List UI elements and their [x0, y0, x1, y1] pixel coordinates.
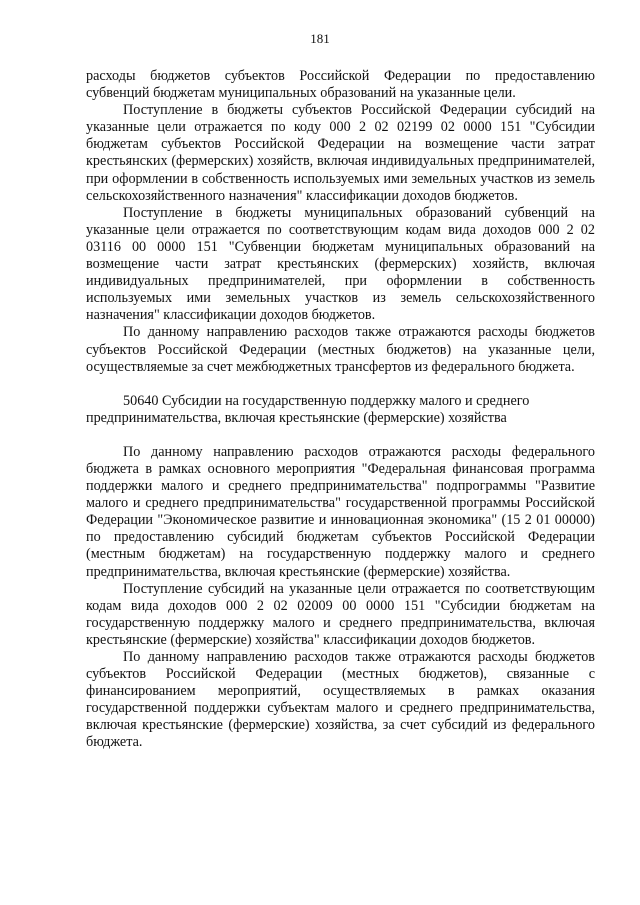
section-gap	[86, 427, 595, 444]
paragraph-continuation: расходы бюджетов субъектов Российской Федерации по предоставлению субвенций бюджетам муниципальных образований на указанные цели.	[86, 68, 595, 102]
paragraph-income-codes: Поступление субсидий на указанные цели отражается по соответствующим кодам вида доходов 000 2 02 02009 00 0000 151 "Субсидии бюджетам на государственную поддержку малого и среднего предпринимательства, включая крестьянские (фермерские) хозяйства" классификации доходов бюджетов.	[86, 580, 595, 648]
section-gap	[86, 376, 595, 393]
paragraph-subsidy-receipt: Поступление в бюджеты субъектов Российской Федерации субсидий на указанные цели отражается по коду 000 2 02 02199 02 0000 151 "Субсидии бюджетам субъектов Российской Федерации на возмещение части затрат крестьянских (фермерских) хозяйств, включая индивидуальных предпринимателей, при оформлении в собственность используемых ими земельных участков из земель сельскохозяйственного назначения" классификации доходов бюджетов.	[86, 102, 595, 204]
section-heading: 50640 Субсидии на государственную поддержку малого и среднего предпринимательства, включая крестьянские (фермерские) хозяйства	[86, 392, 530, 426]
page-number: 181	[310, 31, 330, 46]
paragraph-support-expenses: По данному направлению расходов также отражаются расходы бюджетов субъектов Российской Федерации (местных бюджетов), связанные с финансированием мероприятий, осуществляемых в рамках оказания государственной поддержки субъектам малого и среднего предпринимательства, включая крестьянские (фермерские) хозяйства, за счет субсидий из федерального бюджета.	[86, 649, 595, 751]
paragraph-subvention-receipt: Поступление в бюджеты муниципальных образований субвенций на указанные цели отражается по соответствующим кодам вида доходов 000 2 02 03116 00 0000 151 "Субвенции бюджетам муниципальных образований на возмещение части затрат крестьянских (фермерских) хозяйств, включая индивидуальных предпринимателей, при оформлении в собственность используемых ими земельных участков из земель сельскохозяйственного назначения" классификации доходов бюджетов.	[86, 204, 595, 324]
paragraph-federal-expenses: По данному направлению расходов отражаются расходы федерального бюджета в рамках основного мероприятия "Федеральная финансовая программа поддержки малого и среднего предпринимательства" подпрограммы "Развитие малого и среднего предпринимательства" государственной программы Российской Федерации "Экономическое развитие и инновационная экономика" (15 2 01 00000) по предоставлению субсидий бюджетам субъектов Российской Федерации (местным бюджетам) на государственную поддержку малого и среднего предпринимательства, включая крестьянские (фермерские) хозяйства.	[86, 443, 595, 580]
paragraph-regional-expenses: По данному направлению расходов также отражаются расходы бюджетов субъектов Российской Федерации (местных бюджетов) на указанные цели, осуществляемые за счет межбюджетных трансфертов из федерального бюджета.	[86, 324, 595, 375]
page-content	[86, 68, 595, 752]
